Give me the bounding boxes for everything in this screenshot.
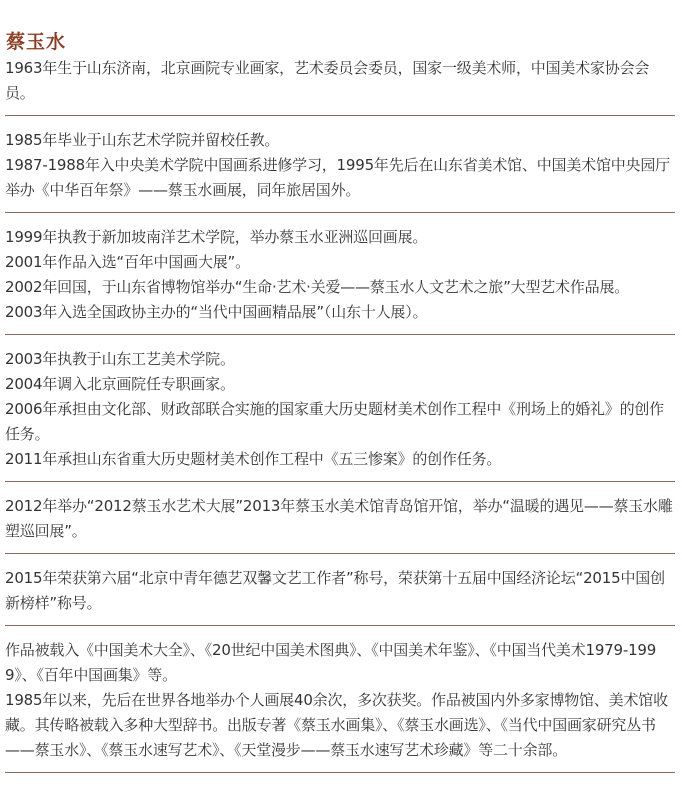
bio-paragraph: 1985年毕业于山东艺术学院并留校任教。 bbox=[5, 131, 280, 149]
bio-section-early bbox=[5, 56, 675, 116]
bio-paragraph: 2006年承担由文化部、财政部联合实施的国家重大历史题材美术创作工程中《刑场上的婚礼》的创作任务。 bbox=[5, 400, 664, 443]
bio-paragraph: 2004年调入北京画院任专职画家。 bbox=[5, 375, 235, 393]
bio-paragraph: 2015年荣获第六届“北京中青年德艺双馨文艺工作者”称号，荣获第十五届中国经济论坛“2015中国创新榜样”称号。 bbox=[5, 569, 665, 612]
bio-section-1999-2003 bbox=[5, 225, 675, 335]
bio-section-2015 bbox=[5, 566, 675, 626]
bio-paragraph: 1987-1988年入中央美术学院中国画系进修学习，1995年先后在山东省美术馆、中国美术馆中央园厅举办《中华百年祭》——蔡玉水画展，同年旅居国外。 bbox=[5, 156, 670, 199]
bio-paragraph: 2011年承担山东省重大历史题材美术创作工程中《五三惨案》的创作任务。 bbox=[5, 450, 502, 468]
bio-paragraph: 2003年入选全国政协主办的“当代中国画精品展”（山东十人展）。 bbox=[5, 303, 428, 321]
bio-section-education bbox=[5, 128, 675, 213]
bio-section-2003-2011 bbox=[5, 347, 675, 482]
bio-section-publications bbox=[5, 638, 675, 773]
bio-paragraph: 2012年举办“2012蔡玉水艺术大展”2013年蔡玉水美术馆青岛馆开馆，举办“温暖的遇见——蔡玉水雕塑巡回展”。 bbox=[5, 497, 673, 540]
bio-paragraph: 1985年以来，先后在世界各地举办个人画展40余次，多次获奖。作品被国内外多家博物馆、美术馆收藏。其传略被载入多种大型辞书。出版专著《蔡玉水画集》、《蔡玉水画选》、《当代中国画家研究丛书——蔡玉水》、《蔡玉水速写艺术》、《天堂漫步——蔡玉水速写艺术珍藏》等二十余部。 bbox=[5, 691, 668, 759]
bio-paragraph: 2003年执教于山东工艺美术学院。 bbox=[5, 350, 235, 368]
bio-section-2012-2013 bbox=[5, 494, 675, 554]
bio-paragraph: 1963年生于山东济南，北京画院专业画家，艺术委员会委员，国家一级美术师，中国美术家协会会员。 bbox=[5, 59, 650, 102]
bio-paragraph: 2002年回国，于山东省博物馆举办“生命·艺术·关爱——蔡玉水人文艺术之旅”大型艺术作品展。 bbox=[5, 278, 630, 296]
bio-paragraph: 1999年执教于新加坡南洋艺术学院，举办蔡玉水亚洲巡回画展。 bbox=[5, 228, 428, 246]
page-title: 蔡玉水 bbox=[6, 31, 67, 53]
bio-paragraph: 作品被载入《中国美术大全》、《20世纪中国美术图典》、《中国美术年鉴》、《中国当代美术1979-1999》、《百年中国画集》等。 bbox=[5, 641, 657, 684]
bio-paragraph: 2001年作品入选“百年中国画大展”。 bbox=[5, 253, 250, 271]
